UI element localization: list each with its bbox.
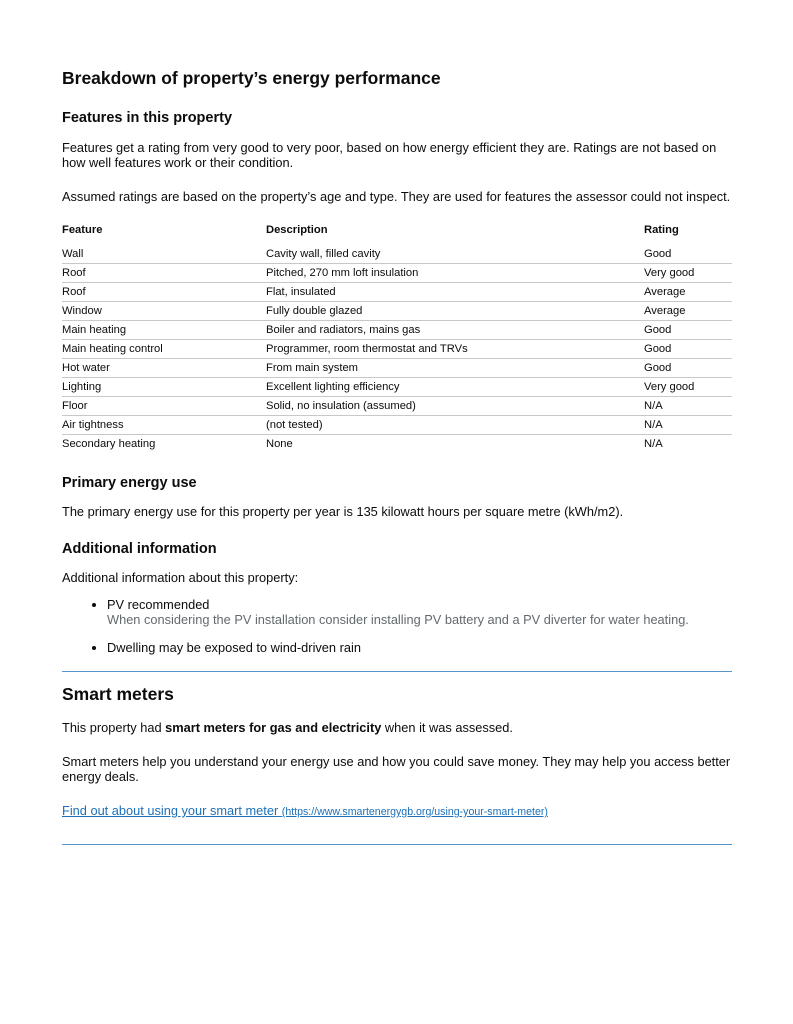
additional-info-list bbox=[62, 597, 732, 655]
rating-cell: Very good bbox=[644, 378, 732, 397]
assumed-ratings-note: Assumed ratings are based on the property’s age and type. They are used for features the assessor could not inspect. bbox=[62, 189, 731, 204]
column-header-rating: Rating bbox=[644, 224, 679, 236]
table-row bbox=[62, 340, 732, 359]
smart-meters-text-before: This property had bbox=[62, 720, 166, 735]
additional-info-heading: Additional information bbox=[62, 541, 217, 557]
smart-meters-status bbox=[62, 720, 732, 735]
rating-cell: Good bbox=[644, 340, 732, 359]
table-row bbox=[62, 302, 732, 321]
rating-cell: N/A bbox=[644, 438, 663, 450]
description-cell: Pitched, 270 mm loft insulation bbox=[266, 264, 644, 283]
description-cell: Solid, no insulation (assumed) bbox=[266, 397, 644, 416]
column-header-feature: Feature bbox=[62, 224, 103, 236]
features-heading: Features in this property bbox=[62, 110, 233, 126]
feature-cell: Hot water bbox=[62, 359, 266, 378]
feature-cell: Window bbox=[62, 302, 266, 321]
rating-cell: Average bbox=[644, 283, 732, 302]
feature-cell: Main heating bbox=[62, 321, 266, 340]
feature-cell: Secondary heating bbox=[62, 438, 156, 450]
smart-meter-link-text: Find out about using your smart meter bbox=[62, 803, 279, 818]
smart-meter-link-paragraph bbox=[62, 803, 732, 820]
smart-meter-link-url: (https://www.smartenergygb.org/using-your-smart-meter) bbox=[281, 806, 548, 818]
table-row bbox=[62, 264, 732, 283]
list-item-title: • Dwelling may be exposed to wind-driven rain bbox=[107, 640, 361, 655]
smart-meters-emphasis: smart meters for gas and electricity bbox=[165, 720, 382, 735]
table-row bbox=[62, 321, 732, 340]
feature-cell: Air tightness bbox=[62, 416, 266, 435]
section-divider-bottom bbox=[62, 844, 732, 845]
table-row bbox=[62, 245, 732, 264]
description-cell: Cavity wall, filled cavity bbox=[266, 245, 644, 264]
section-divider bbox=[62, 671, 732, 672]
features-table bbox=[62, 223, 732, 453]
primary-energy-heading: Primary energy use bbox=[62, 475, 197, 491]
smart-meters-text-after: when it was assessed. bbox=[381, 720, 513, 735]
description-cell: None bbox=[266, 438, 293, 450]
smart-meters-heading: Smart meters bbox=[62, 684, 174, 704]
rating-cell: N/A bbox=[644, 416, 732, 435]
description-cell: Boiler and radiators, mains gas bbox=[266, 321, 644, 340]
feature-cell: Roof bbox=[62, 264, 266, 283]
additional-info-intro: Additional information about this property: bbox=[62, 570, 299, 585]
table-row bbox=[62, 359, 732, 378]
smart-meters-benefits: Smart meters help you understand your energy use and how you could save money. They may help you access better energy deals. bbox=[62, 754, 731, 784]
primary-energy-text: The primary energy use for this property per year is 135 kilowatt hours per square metre (kWh/m2). bbox=[62, 504, 624, 519]
table-row bbox=[62, 283, 732, 302]
breakdown-title: Breakdown of property’s energy performance bbox=[62, 68, 441, 88]
description-cell: From main system bbox=[266, 359, 644, 378]
rating-cell: Good bbox=[644, 321, 732, 340]
rating-cell: Good bbox=[644, 245, 732, 264]
table-header-row bbox=[62, 223, 732, 245]
list-item bbox=[107, 640, 732, 655]
list-item-title: • PV recommended bbox=[107, 597, 210, 612]
feature-cell: Roof bbox=[62, 283, 266, 302]
rating-cell: N/A bbox=[644, 397, 732, 416]
description-cell: Excellent lighting efficiency bbox=[266, 378, 644, 397]
feature-cell: Wall bbox=[62, 245, 266, 264]
table-row bbox=[62, 397, 732, 416]
column-header-description: Description bbox=[266, 224, 328, 236]
feature-cell: Floor bbox=[62, 397, 266, 416]
description-cell: (not tested) bbox=[266, 416, 644, 435]
table-row bbox=[62, 378, 732, 397]
list-item-detail: When considering the PV installation consider installing PV battery and a PV diverter for water heating. bbox=[107, 612, 689, 627]
table-row bbox=[62, 435, 732, 454]
feature-cell: Lighting bbox=[62, 378, 266, 397]
description-cell: Flat, insulated bbox=[266, 283, 644, 302]
features-intro: Features get a rating from very good to very poor, based on how energy efficient they are. Ratings are not based on how well features work or their condition. bbox=[62, 140, 717, 170]
smart-meter-link[interactable] bbox=[62, 803, 548, 818]
rating-cell: Good bbox=[644, 359, 732, 378]
rating-cell: Very good bbox=[644, 264, 732, 283]
table-row bbox=[62, 416, 732, 435]
feature-cell: Main heating control bbox=[62, 340, 266, 359]
description-cell: Programmer, room thermostat and TRVs bbox=[266, 340, 644, 359]
rating-cell: Average bbox=[644, 302, 732, 321]
list-item bbox=[107, 597, 732, 627]
description-cell: Fully double glazed bbox=[266, 302, 644, 321]
energy-certificate-page bbox=[62, 66, 732, 845]
